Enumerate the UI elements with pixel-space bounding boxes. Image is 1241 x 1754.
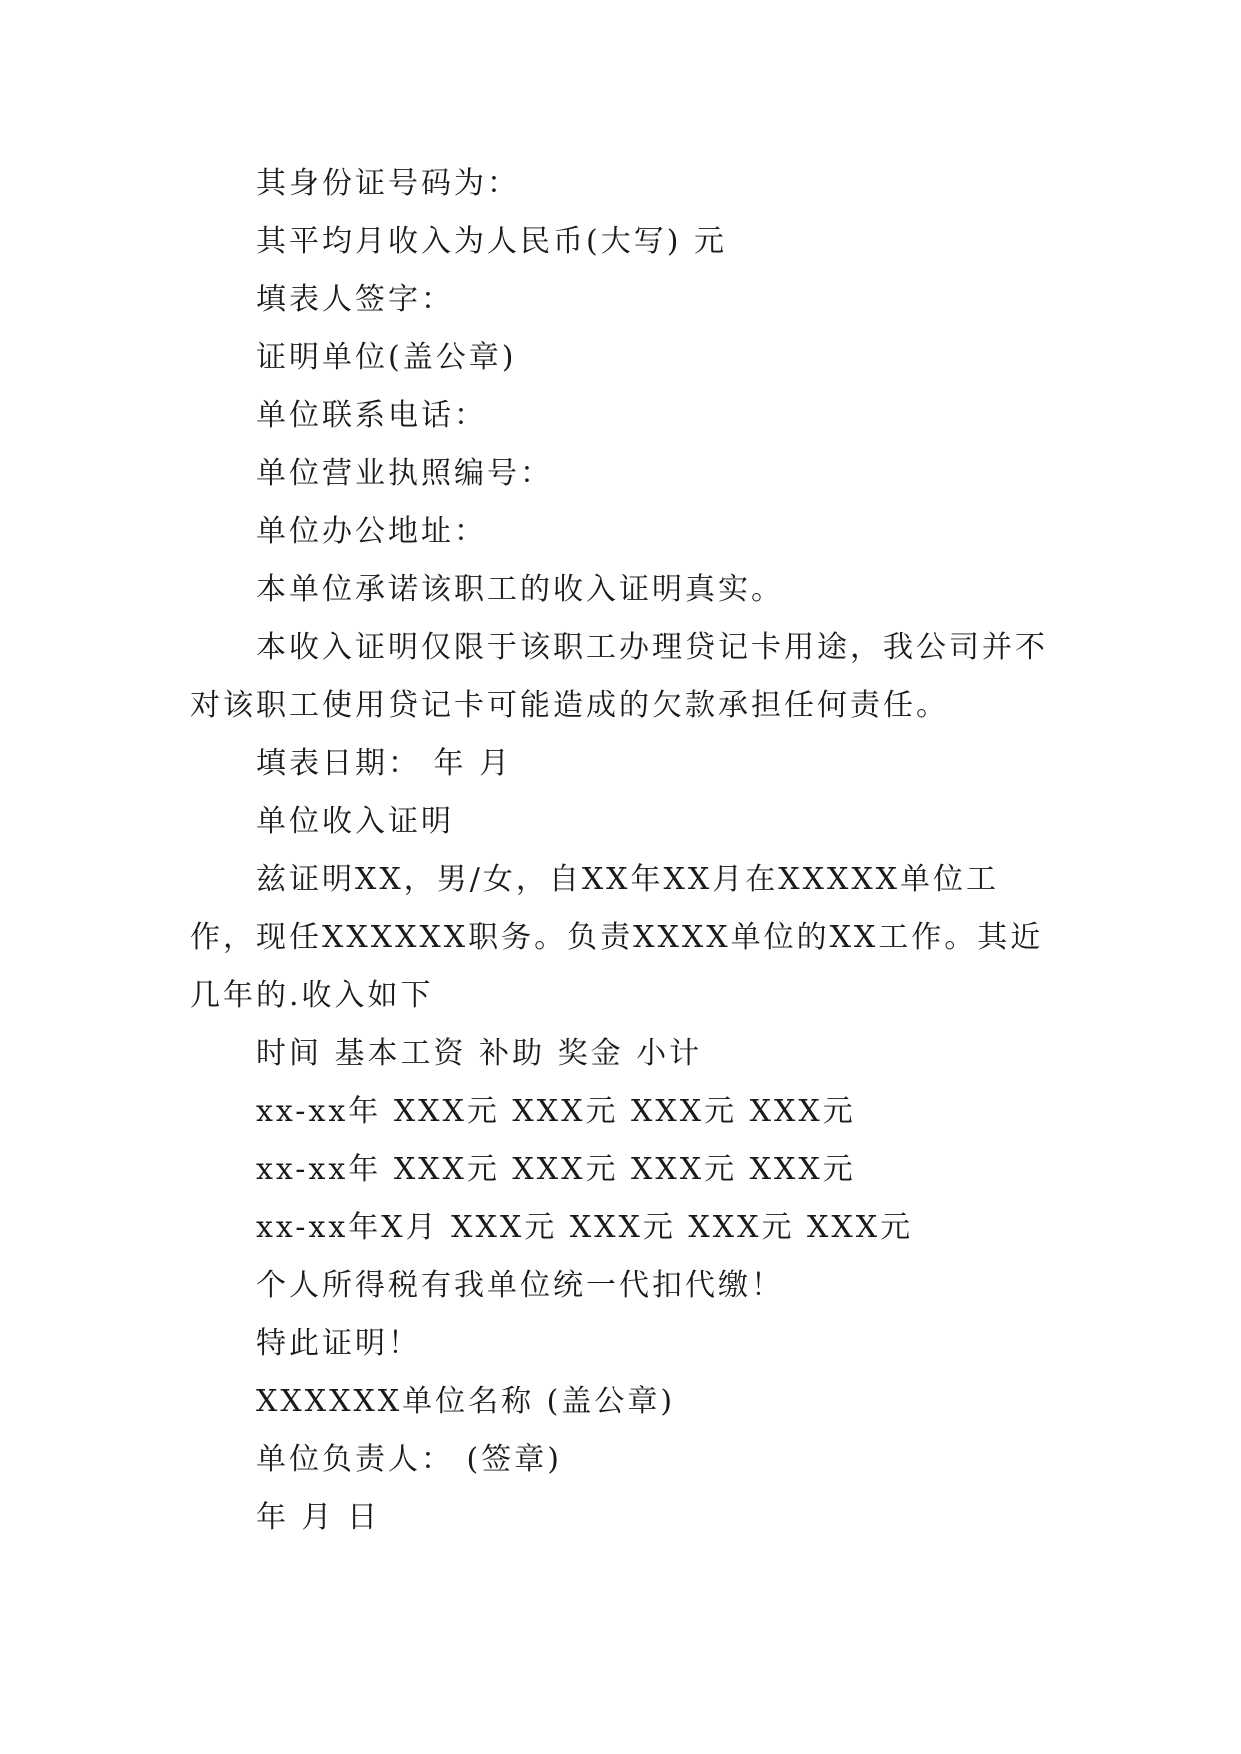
monthly-income-line: 其平均月收入为人民币(大写) 元: [256, 224, 727, 259]
office-address-line: 单位办公地址：: [256, 514, 487, 549]
income-row: xx-xx年 XXX元 XXX元 XXX元 XXX元: [256, 1152, 856, 1187]
certification-paragraph: 兹证明XX，男/女，自XX年XX月在XXXXX单位工作，现任XXXXXX职务。负责XXXX单位的XX工作。其近几年的.收入如下: [190, 862, 1044, 1013]
section-title: 单位收入证明: [256, 804, 454, 839]
form-filler-signature-line: 填表人签字：: [256, 282, 454, 317]
tax-statement-line: 个人所得税有我单位统一代扣代缴！: [256, 1268, 784, 1303]
business-license-line: 单位营业执照编号：: [256, 456, 553, 491]
certifying-unit-line: 证明单位(盖公章): [256, 340, 517, 375]
income-row: xx-xx年 XXX元 XXX元 XXX元 XXX元: [256, 1094, 856, 1129]
unit-name-seal-line: XXXXXX单位名称 (盖公章): [256, 1384, 676, 1419]
id-number-line: 其身份证号码为：: [256, 166, 520, 201]
income-table-header: 时间 基本工资 补助 奖金 小计: [256, 1036, 703, 1071]
commitment-paragraph: 本单位承诺该职工的收入证明真实。: [256, 572, 784, 607]
fill-date-line: 填表日期： 年 月: [256, 746, 513, 781]
unit-phone-line: 单位联系电话：: [256, 398, 487, 433]
hereby-certify-line: 特此证明！: [256, 1326, 421, 1361]
income-row: xx-xx年X月 XXX元 XXX元 XXX元 XXX元: [256, 1210, 914, 1245]
unit-head-signature-line: 单位负责人： (签章): [256, 1442, 562, 1477]
disclaimer-paragraph: 本收入证明仅限于该职工办理贷记卡用途，我公司并不对该职工使用贷记卡可能造成的欠款承担任何责任。: [190, 630, 1048, 723]
date-line: 年 月 日: [256, 1500, 381, 1535]
document-body: [190, 155, 1060, 1547]
